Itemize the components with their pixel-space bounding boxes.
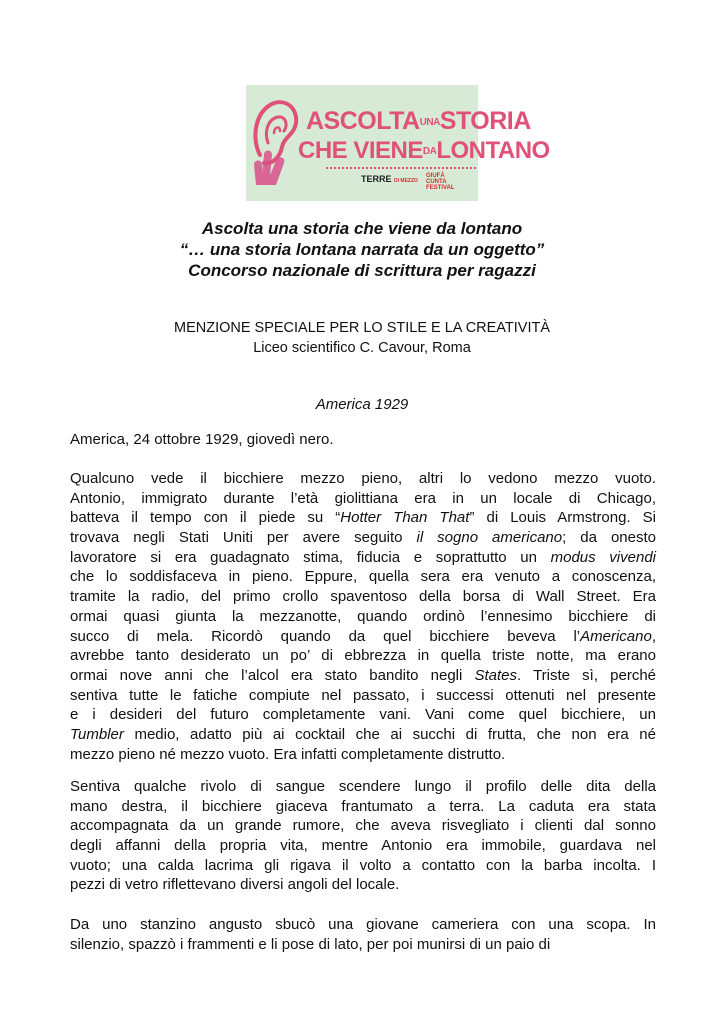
text-line	[70, 875, 656, 895]
logo-line-2: CHE VIENEDALONTANO	[298, 137, 550, 164]
italic-text: Hotter Than That	[340, 509, 470, 527]
text-segment: ,	[651, 627, 656, 645]
text-line	[70, 489, 656, 509]
paragraph-2	[70, 469, 656, 764]
story-title: America 1929	[315, 396, 409, 413]
document-heading	[0, 218, 724, 281]
text-line	[70, 548, 656, 568]
logo-divider	[326, 167, 476, 169]
text-segment: ormai quasi giunta la mezzanotte, quando ordinò l’ennesimo bicchiere di	[70, 607, 656, 625]
text-segment: e i desideri del futuro completamente vani. Vani come quel bicchiere, un	[70, 706, 656, 724]
text-segment: mano destra, il bicchiere giaceva frantumato a terra. La caduta era stata	[70, 797, 656, 815]
text-line	[70, 745, 656, 765]
text-segment: . Triste sì, perché	[517, 666, 657, 684]
text-segment: sentiva tutte le fatiche compiute nel passato, i successi ottenuti nel presente	[70, 686, 656, 704]
text-line	[70, 587, 656, 607]
text-segment: America, 24 ottobre 1929, giovedì nero.	[70, 431, 334, 448]
text-segment: accompagnata da un grande rumore, che aveva risvegliato i clienti dal sonno	[70, 817, 656, 835]
text-segment: batteva il tempo con il piede su “	[70, 509, 341, 527]
text-segment: Antonio, immigrato durante l’età giolittiana era in un locale di Chicago,	[70, 489, 656, 507]
text-line	[70, 430, 656, 450]
text-segment: che lo soddisfaceva in pieno. Eppure, quella sera era venuto a conoscenza,	[70, 568, 656, 586]
text-line	[70, 627, 656, 647]
text-line	[70, 469, 656, 489]
italic-text: States	[474, 666, 518, 684]
text-line	[70, 567, 656, 587]
text-segment: ormai nove anni che l’alcol era stato bandito negli	[70, 666, 475, 684]
text-line	[70, 666, 656, 686]
ear-hand-icon	[246, 85, 306, 201]
award-block	[0, 318, 724, 358]
italic-text: Tumbler	[70, 725, 124, 743]
paragraph-1	[70, 430, 656, 450]
text-line	[70, 725, 656, 745]
text-segment: degli affanni della propria vita, mentre Antonio era immobile, guardava nel	[70, 837, 656, 855]
text-line	[70, 915, 656, 935]
text-segment: medio, adatto più ai cocktail che ai succhi di frutta, che non era né	[123, 725, 656, 743]
text-line	[70, 508, 656, 528]
text-segment: lavoratore si era guadagnato stima, fiducia e soprattutto un	[70, 548, 551, 566]
text-segment: succo di mela. Ricordò quando da quel bicchiere beveva l’	[70, 627, 581, 645]
text-line	[70, 607, 656, 627]
contest-title: Ascolta una storia che viene da lontano	[201, 219, 523, 238]
text-line	[70, 777, 656, 797]
contest-description: Concorso nazionale di scrittura per ragazzi	[188, 261, 536, 280]
sponsor-festival-logo: GIUFÀ CUNTA FESTIVAL	[426, 173, 455, 191]
contest-subtitle: “… una storia lontana narrata da un oggetto”	[179, 240, 545, 259]
award-school: Liceo scientifico C. Cavour, Roma	[253, 340, 471, 356]
text-segment: vuoto; una calda lacrima gli rigava il volto a contatto con la barba incolta. I	[70, 856, 656, 874]
contest-logo	[246, 85, 550, 201]
text-segment: Sentiva qualche rivolo di sangue scendere lungo il profilo delle dita della	[70, 778, 656, 795]
italic-text: Americano	[580, 627, 652, 645]
text-line	[70, 705, 656, 725]
paragraph-4	[70, 915, 656, 954]
text-segment: ” di Louis Armstrong. Si	[469, 509, 657, 527]
text-segment: Qualcuno vede il bicchiere mezzo pieno, altri lo vedono mezzo vuoto.	[70, 470, 656, 487]
text-line	[70, 856, 656, 876]
text-line	[70, 797, 656, 817]
text-segment: pezzi di vetro riflettevano diversi angoli del locale.	[70, 876, 400, 894]
italic-text: modus vivendi	[550, 548, 656, 566]
italic-text: il sogno americano	[416, 529, 563, 547]
text-segment: Da uno stanzino angusto sbucò una giovane cameriera con una scopa. In	[70, 916, 656, 933]
text-line	[70, 836, 656, 856]
text-segment: mezzo pieno né mezzo vuoto. Era infatti completamente distrutto.	[70, 745, 506, 763]
text-segment: silenzio, spazzò i frammenti e li pose di lato, per poi munirsi di un paio di	[70, 935, 551, 953]
paragraph-3	[70, 777, 656, 895]
award-mention: MENZIONE SPECIALE PER LO STILE E LA CREATIVITÀ	[173, 320, 551, 336]
text-line	[70, 816, 656, 836]
text-line	[70, 646, 656, 666]
text-line	[70, 935, 656, 955]
text-line	[70, 528, 656, 548]
sponsor-terre-logo: TERRE DI MEZZO	[361, 174, 418, 184]
text-line	[70, 686, 656, 706]
text-segment: ; da onesto	[562, 529, 656, 547]
logo-line-1: ASCOLTAUNASTORIA	[306, 107, 531, 135]
text-segment: trovava negli Stati Uniti per avere seguito	[70, 529, 417, 547]
text-segment: tramite la radio, del primo crollo spaventoso della borsa di Wall Street. Era	[70, 588, 656, 606]
text-segment: avrebbe tanto desiderato un po’ di ebbrezza in quella triste notte, ma erano	[70, 647, 656, 665]
